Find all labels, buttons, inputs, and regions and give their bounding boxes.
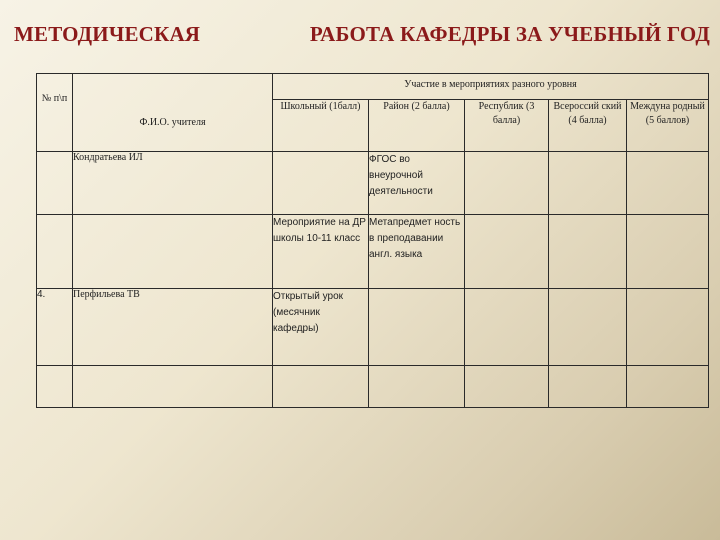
header-level-school: Школьный (1балл) bbox=[273, 100, 369, 152]
teacher-name bbox=[73, 366, 273, 408]
district-level-cell bbox=[369, 289, 465, 366]
international-level-cell bbox=[627, 152, 709, 215]
russia-level-cell bbox=[549, 366, 627, 408]
header-level-russia: Всероссий ский (4 балла) bbox=[549, 100, 627, 152]
republic-level-cell bbox=[465, 289, 549, 366]
methodical-work-table bbox=[36, 73, 709, 408]
table-row bbox=[37, 152, 709, 215]
teacher-name: Кондратьева ИЛ bbox=[73, 152, 273, 215]
row-number bbox=[37, 215, 73, 289]
international-level-cell bbox=[627, 289, 709, 366]
row-number bbox=[37, 366, 73, 408]
district-level-cell: ФГОС во внеурочной деятельности bbox=[369, 152, 465, 215]
teacher-name bbox=[73, 215, 273, 289]
header-teacher: Ф.И.О. учителя bbox=[73, 74, 273, 152]
district-level-cell: Метапредмет ность в преподавании англ. языка bbox=[369, 215, 465, 289]
russia-level-cell bbox=[549, 215, 627, 289]
republic-level-cell bbox=[465, 215, 549, 289]
teacher-name: Перфильева ТВ bbox=[73, 289, 273, 366]
school-level-cell: Мероприятие на ДР школы 10-11 класс bbox=[273, 215, 369, 289]
table-row bbox=[37, 289, 709, 366]
row-number bbox=[37, 152, 73, 215]
district-level-cell bbox=[369, 366, 465, 408]
title-right: РАБОТА КАФЕДРЫ ЗА УЧЕБНЫЙ ГОД bbox=[309, 22, 710, 46]
russia-level-cell bbox=[549, 152, 627, 215]
school-level-cell bbox=[273, 152, 369, 215]
header-number: № п\п bbox=[37, 74, 73, 152]
slide-title bbox=[14, 22, 714, 47]
international-level-cell bbox=[627, 366, 709, 408]
russia-level-cell bbox=[549, 289, 627, 366]
school-level-cell bbox=[273, 366, 369, 408]
title-left: МЕТОДИЧЕСКАЯ bbox=[14, 22, 201, 46]
header-level-international: Междуна родный (5 баллов) bbox=[627, 100, 709, 152]
header-events: Участие в мероприятиях разного уровня bbox=[273, 74, 709, 100]
row-number: 4. bbox=[37, 289, 73, 366]
international-level-cell bbox=[627, 215, 709, 289]
header-level-district: Район (2 балла) bbox=[369, 100, 465, 152]
republic-level-cell bbox=[465, 366, 549, 408]
republic-level-cell bbox=[465, 152, 549, 215]
table-row bbox=[37, 215, 709, 289]
table-row bbox=[37, 366, 709, 408]
header-level-republic: Республик (3 балла) bbox=[465, 100, 549, 152]
school-level-cell: Открытый урок (месячник кафедры) bbox=[273, 289, 369, 366]
